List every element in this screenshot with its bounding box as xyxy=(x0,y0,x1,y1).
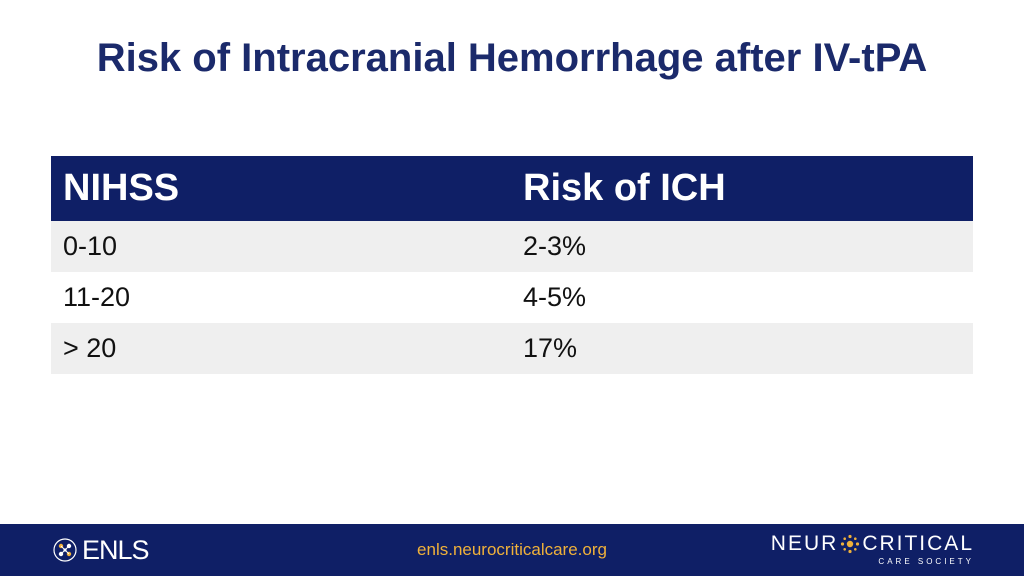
slide-title: Risk of Intracranial Hemorrhage after IV-tPA xyxy=(96,36,928,80)
risk-cell: 17% xyxy=(511,323,973,374)
column-header-nihss: NIHSS xyxy=(51,156,511,221)
table-header-row xyxy=(51,156,973,221)
neurocritical-care-society-logo xyxy=(770,532,974,569)
ncs-logo-subtitle: CARE SOCIETY xyxy=(878,557,974,566)
neuron-icon xyxy=(838,534,862,554)
risk-table xyxy=(51,156,973,374)
table-row xyxy=(51,272,973,323)
enls-logo-text: ENLS xyxy=(82,535,149,565)
nihss-cell: 11-20 xyxy=(51,272,511,323)
ncs-logo-text-part2: CRITICAL xyxy=(862,532,974,555)
footer-url: enls.neurocriticalcare.org xyxy=(417,540,607,559)
table-row xyxy=(51,323,973,374)
nihss-cell: 0-10 xyxy=(51,221,511,272)
column-header-risk: Risk of ICH xyxy=(511,156,973,221)
nihss-cell: > 20 xyxy=(51,323,511,374)
footer-bar xyxy=(0,524,1024,576)
risk-cell: 4-5% xyxy=(511,272,973,323)
ncs-logo-text-part1: NEUR xyxy=(770,532,839,555)
risk-cell: 2-3% xyxy=(511,221,973,272)
table-row xyxy=(51,221,973,272)
